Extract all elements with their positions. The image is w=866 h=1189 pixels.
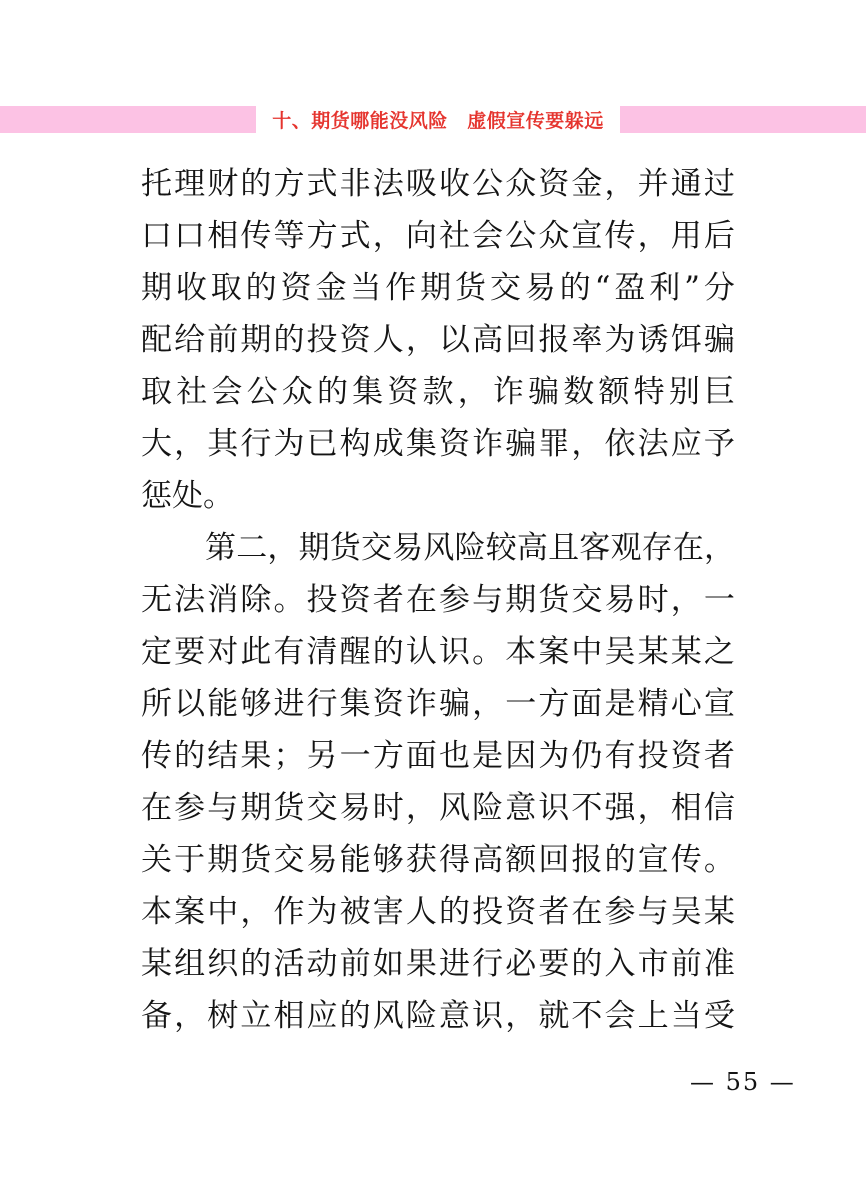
text-line: 本 案 中 ， 作 为 被 害 人 的 投 资 者 在 参 与 吴 某 bbox=[141, 894, 735, 930]
text-line: 某 组 织 的 活 动 前 如 果 进 行 必 要 的 入 市 前 准 bbox=[141, 946, 735, 982]
text-line: 定 要 对 此 有 清 醒 的 认 识 。 本 案 中 吴 某 某 之 bbox=[141, 634, 735, 670]
text-line: 备 ， 树 立 相 应 的 风 险 意 识 ， 就 不 会 上 当 受 bbox=[141, 998, 735, 1034]
text-line: 在 参 与 期 货 交 易 时 ， 风 险 意 识 不 强 ， 相 信 bbox=[141, 790, 735, 826]
text-line: 取 社 会 公 众 的 集 资 款 ， 诈 骗 数 额 特 别 巨 bbox=[141, 374, 735, 410]
text-line: 大 ， 其 行 为 已 构 成 集 资 诈 骗 罪 ， 依 法 应 予 bbox=[141, 426, 735, 462]
text-line: 配 给 前 期 的 投 资 人 ， 以 高 回 报 率 为 诱 饵 骗 bbox=[141, 322, 735, 358]
text-line: 期 收 取 的 资 金 当 作 期 货 交 易 的 “ 盈 利 ” 分 bbox=[141, 270, 735, 306]
text-line: 无 法 消 除 。 投 资 者 在 参 与 期 货 交 易 时 ， 一 bbox=[141, 582, 735, 618]
body-text bbox=[141, 158, 735, 1042]
text-line: 惩处。 bbox=[141, 478, 234, 514]
text-line: 第 二 ， 期 货 交 易 风 险 较 高 且 客 观 存 在 ， bbox=[205, 530, 735, 566]
chapter-title-box bbox=[256, 106, 620, 133]
text-line: 托 理 财 的 方 式 非 法 吸 收 公 众 资 金 ， 并 通 过 bbox=[141, 166, 735, 202]
text-line: 传 的 结 果 ； 另 一 方 面 也 是 因 为 仍 有 投 资 者 bbox=[141, 738, 735, 774]
text-line: 口 口 相 传 等 方 式 ， 向 社 会 公 众 宣 传 ， 用 后 bbox=[141, 218, 735, 254]
chapter-title: 十、期货哪能没风险 虚假宣传要躲远 bbox=[272, 110, 604, 132]
page-number: — 55 — bbox=[690, 1068, 796, 1096]
chapter-header-band bbox=[0, 106, 866, 133]
text-line: 关 于 期 货 交 易 能 够 获 得 高 额 回 报 的 宣 传 。 bbox=[141, 842, 735, 878]
band-left-segment bbox=[0, 106, 256, 133]
text-line: 所 以 能 够 进 行 集 资 诈 骗 ， 一 方 面 是 精 心 宣 bbox=[141, 686, 735, 722]
band-right-segment bbox=[620, 106, 866, 133]
